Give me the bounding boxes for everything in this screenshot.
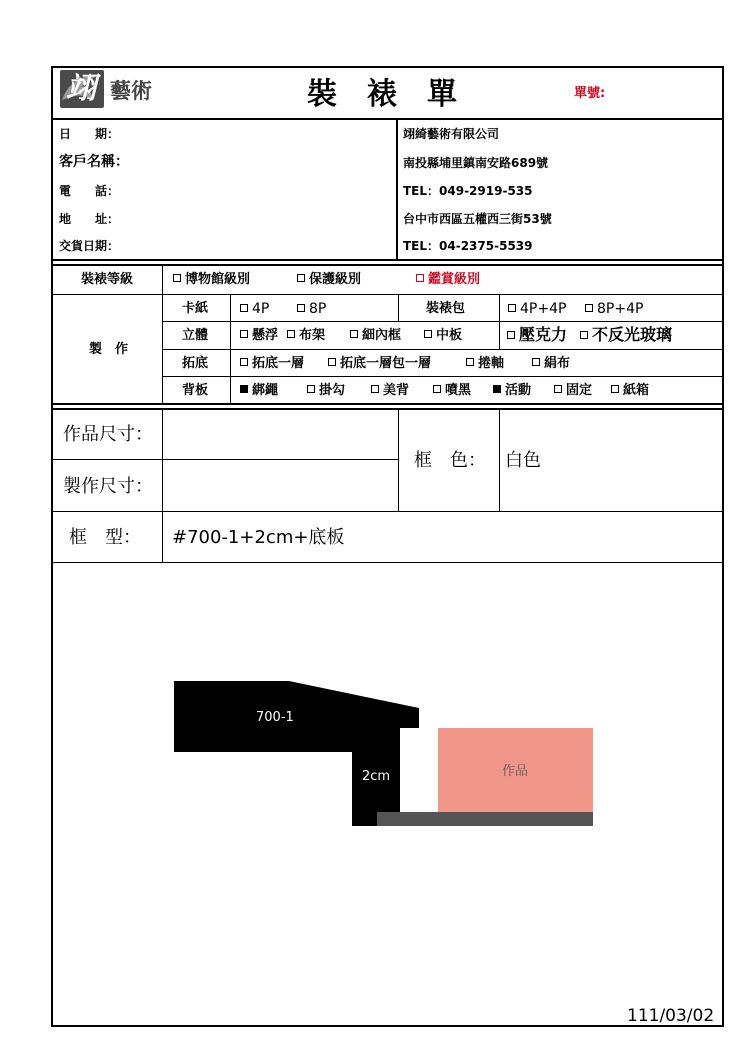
production-label: 製 作 xyxy=(89,342,129,357)
wrap-label: 裝裱包 xyxy=(426,301,466,316)
delivery-date-label: 交貨日期： xyxy=(59,239,120,253)
company-address-1: 南投縣埔里鎮南安路689號 xyxy=(403,156,549,170)
address-label: 地 址： xyxy=(59,212,120,226)
grade-option-appreciation[interactable]: 鑑賞級別 xyxy=(416,273,480,286)
spacer-label: 2cm xyxy=(362,769,391,784)
backing-board xyxy=(377,812,593,826)
card-label: 卡紙 xyxy=(182,301,209,316)
solid-option-acrylic[interactable]: 壓克力 xyxy=(507,327,567,343)
phone-label: 電 話： xyxy=(59,184,120,198)
order-number-label: 單號: xyxy=(574,86,606,101)
back-option-fixed[interactable]: 固定 xyxy=(554,384,592,397)
company-address-2: 台中市西區五權西三街53號 xyxy=(403,212,552,226)
frame-type-value[interactable]: #700-1+2cm+底板 xyxy=(172,527,345,548)
base-option-double[interactable]: 拓底一層包一層 xyxy=(328,357,431,370)
back-option-carton[interactable]: 紙箱 xyxy=(611,384,649,397)
frame-type-label: 框 型： xyxy=(69,527,141,548)
artwork-label: 作品 xyxy=(502,764,529,779)
grade-option-protection[interactable]: 保護級別 xyxy=(297,273,361,286)
company-tel-1: TEL：049-2919-535 xyxy=(403,184,533,198)
frame-color-label: 框 色： xyxy=(414,450,486,471)
base-option-scroll[interactable]: 捲軸 xyxy=(466,357,504,370)
solid-option-float[interactable]: 懸浮 xyxy=(240,329,278,342)
artwork-size-label: 作品尺寸： xyxy=(63,424,153,445)
base-option-silk[interactable]: 絹布 xyxy=(532,357,570,370)
customer-label: 客戶名稱： xyxy=(59,154,129,170)
back-option-rope[interactable]: 綁繩 xyxy=(240,384,278,397)
grade-option-museum[interactable]: 博物館級別 xyxy=(173,273,250,286)
logo-text: 藝術 xyxy=(110,78,152,103)
back-option-pretty-back[interactable]: 美背 xyxy=(371,384,409,397)
grade-label: 裝裱等級 xyxy=(81,272,134,287)
back-option-removable[interactable]: 活動 xyxy=(493,384,531,397)
page-title: 裝 裱 單 xyxy=(307,77,457,112)
solid-option-glass[interactable]: 不反光玻璃 xyxy=(580,327,672,343)
base-option-single[interactable]: 拓底一層 xyxy=(240,357,304,370)
wrap-option-8p4p[interactable]: 8P+4P xyxy=(585,302,643,316)
solid-option-inner-frame[interactable]: 細內框 xyxy=(350,329,401,342)
back-option-black-spray[interactable]: 噴黑 xyxy=(433,384,471,397)
back-option-hook[interactable]: 掛勾 xyxy=(307,384,345,397)
frame-color-value[interactable]: 白色 xyxy=(505,450,541,471)
solid-option-cloth-frame[interactable]: 布架 xyxy=(287,329,325,342)
wrap-option-4p4p[interactable]: 4P+4P xyxy=(508,302,566,316)
company-name: 翊綺藝術有限公司 xyxy=(403,127,500,141)
date-label: 日 期： xyxy=(59,127,120,141)
solid-option-middle-board[interactable]: 中板 xyxy=(424,329,462,342)
card-option-4p[interactable]: 4P xyxy=(240,302,269,316)
production-size-label: 製作尺寸： xyxy=(63,476,153,497)
back-label: 背板 xyxy=(182,383,209,398)
card-option-8p[interactable]: 8P xyxy=(297,302,326,316)
frame-moulding-shape xyxy=(174,681,419,752)
company-tel-2: TEL：04-2375-5539 xyxy=(403,239,533,253)
base-label: 拓底 xyxy=(182,356,209,371)
solid-label: 立體 xyxy=(182,328,209,343)
footer-date: 111/03/02 xyxy=(627,1006,715,1026)
logo-glyph: 翊 xyxy=(66,71,96,106)
frame-profile-label: 700-1 xyxy=(256,710,294,725)
